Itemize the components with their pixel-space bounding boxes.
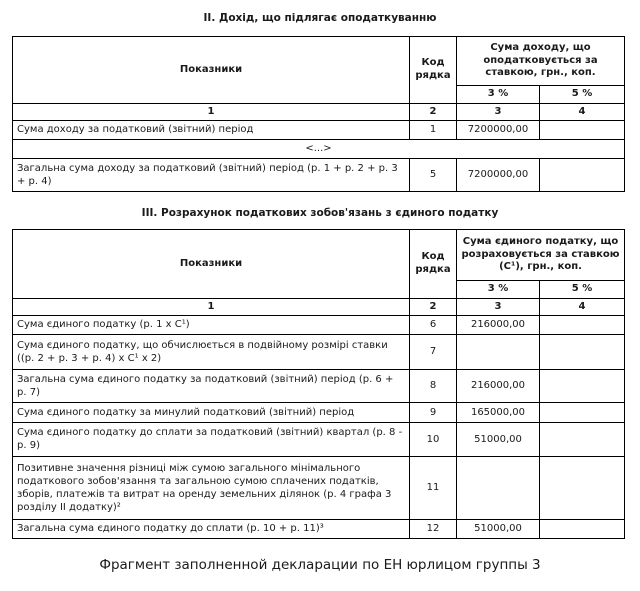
colnum: 1 — [13, 103, 410, 120]
column-numbers-row — [13, 298, 625, 315]
colnum: 1 — [13, 298, 410, 315]
colnum: 4 — [540, 298, 625, 315]
row-value-3 — [457, 334, 540, 369]
header-rate-5: 5 % — [540, 86, 625, 104]
table-row — [13, 315, 625, 334]
colnum: 2 — [410, 103, 457, 120]
row-value-3: 7200000,00 — [457, 120, 540, 139]
row-label: Сума єдиного податку (р. 1 х С¹) — [13, 315, 410, 334]
row-value-5 — [540, 402, 625, 422]
table-row — [13, 456, 625, 519]
header-amount: Сума доходу, що оподатковується за ставкою, грн., коп. — [457, 37, 625, 86]
header-rate-3: 3 % — [457, 86, 540, 104]
colnum: 3 — [457, 298, 540, 315]
row-label: Загальна сума єдиного податку до сплати (р. 10 + р. 11)³ — [13, 519, 410, 538]
row-value-5 — [540, 334, 625, 369]
row-code: 10 — [410, 422, 457, 456]
table-row — [13, 519, 625, 538]
row-value-3: 7200000,00 — [457, 158, 540, 191]
table-row — [13, 369, 625, 402]
header-indicators: Показники — [13, 37, 410, 104]
colnum: 4 — [540, 103, 625, 120]
row-value-3 — [457, 456, 540, 519]
row-code: 7 — [410, 334, 457, 369]
table-row — [13, 120, 625, 139]
row-code: 11 — [410, 456, 457, 519]
row-value-5 — [540, 456, 625, 519]
row-label: Сума доходу за податковий (звітний) період — [13, 120, 410, 139]
header-rate-3: 3 % — [457, 281, 540, 299]
row-code: 9 — [410, 402, 457, 422]
table-row — [13, 158, 625, 191]
column-numbers-row — [13, 103, 625, 120]
ellipsis: <...> — [13, 139, 625, 158]
ellipsis-row — [13, 139, 625, 158]
row-code: 8 — [410, 369, 457, 402]
row-value-3: 51000,00 — [457, 422, 540, 456]
row-value-5 — [540, 369, 625, 402]
header-indicators: Показники — [13, 230, 410, 299]
header-rate-5: 5 % — [540, 281, 625, 299]
row-label: Сума єдиного податку, що обчислюється в подвійному розмірі ставки ((р. 2 + р. 3 + р. 4) х С¹ х 2) — [13, 334, 410, 369]
section-2-title: ІІ. Дохід, що підлягає оподаткуванню — [203, 12, 437, 24]
row-value-3: 216000,00 — [457, 369, 540, 402]
figure-caption: Фрагмент заполненной декларации по ЕН юрлицом группы 3 — [99, 557, 541, 573]
table-row — [13, 402, 625, 422]
colnum: 2 — [410, 298, 457, 315]
tax-table — [12, 229, 625, 539]
row-value-5 — [540, 422, 625, 456]
row-value-3: 216000,00 — [457, 315, 540, 334]
header-code: Код рядка — [410, 37, 457, 104]
row-code: 6 — [410, 315, 457, 334]
row-label: Загальна сума доходу за податковий (звітний) період (р. 1 + р. 2 + р. 3 + р. 4) — [13, 158, 410, 191]
table-row — [13, 422, 625, 456]
row-value-3: 165000,00 — [457, 402, 540, 422]
row-value-5 — [540, 158, 625, 191]
row-code: 1 — [410, 120, 457, 139]
row-label: Позитивне значення різниці між сумою загального мінімального податкового зобов'язання та загальною сумою сплачених податків, зборів, платежів та витрат на оренду земельних ділянок (р. 4 графа 3 розділу ІІ додатку)² — [13, 456, 410, 519]
row-label: Сума єдиного податку до сплати за податковий (звітний) квартал (р. 8 - р. 9) — [13, 422, 410, 456]
row-value-3: 51000,00 — [457, 519, 540, 538]
row-label: Загальна сума єдиного податку за податковий (звітний) період (р. 6 + р. 7) — [13, 369, 410, 402]
header-code: Код рядка — [410, 230, 457, 299]
header-amount: Сума єдиного податку, що розраховується за ставкою (С¹), грн., коп. — [457, 230, 625, 281]
table-row — [13, 334, 625, 369]
row-label: Сума єдиного податку за минулий податковий (звітний) період — [13, 402, 410, 422]
section-3-title: ІІІ. Розрахунок податкових зобов'язань з єдиного податку — [141, 207, 499, 219]
colnum: 3 — [457, 103, 540, 120]
row-value-5 — [540, 519, 625, 538]
row-value-5 — [540, 120, 625, 139]
income-table — [12, 36, 625, 192]
row-code: 12 — [410, 519, 457, 538]
row-code: 5 — [410, 158, 457, 191]
row-value-5 — [540, 315, 625, 334]
